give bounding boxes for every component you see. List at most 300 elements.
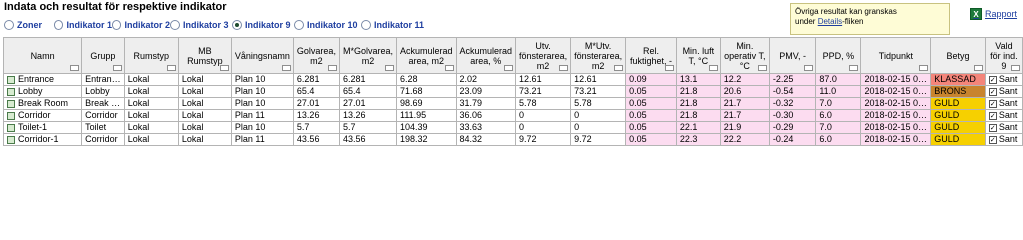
table-cell [861, 134, 931, 146]
table-cell [516, 122, 571, 134]
column-header[interactable] [82, 38, 125, 74]
table-cell [516, 98, 571, 110]
cell-value: -0.29 [772, 122, 794, 132]
table-cell [676, 110, 720, 122]
table-cell [769, 122, 815, 134]
cell-value: 22.2 [723, 134, 742, 144]
row-expand-icon[interactable] [7, 76, 15, 84]
table-cell [456, 110, 516, 122]
table-cell [4, 134, 82, 146]
row-expand-icon[interactable] [7, 100, 15, 108]
table-cell [571, 134, 626, 146]
table-cell [861, 122, 931, 134]
filter-icon[interactable] [709, 65, 718, 71]
radio-indikator-2[interactable] [112, 19, 170, 31]
cell-value: 2018-02-15 0… [864, 110, 928, 120]
table-cell [339, 122, 396, 134]
table-cell [4, 98, 82, 110]
indicator-radio-group [4, 19, 431, 31]
column-header[interactable] [816, 38, 861, 74]
table-cell [82, 74, 125, 86]
note-line-2-pre: under [795, 17, 818, 26]
cell-value: 0.05 [629, 86, 647, 96]
table-cell [293, 122, 339, 134]
table-cell [456, 74, 516, 86]
excel-icon: X [970, 8, 982, 20]
checkbox-icon[interactable]: ✓ [989, 76, 996, 84]
column-header[interactable] [231, 38, 293, 74]
cell-value: 21.8 [679, 110, 698, 120]
table-cell [769, 134, 815, 146]
table-cell [676, 74, 720, 86]
cell-value: 98.69 [399, 98, 423, 108]
filter-icon[interactable] [849, 65, 858, 71]
radio-button-icon[interactable] [294, 20, 304, 30]
column-header-label: MB Rumstyp [187, 45, 223, 66]
table-cell [178, 110, 231, 122]
table-cell [124, 98, 178, 110]
column-header[interactable] [396, 38, 456, 74]
table-cell [293, 98, 339, 110]
radio-button-icon[interactable] [112, 20, 121, 30]
table-cell [339, 74, 396, 86]
cell-value: -0.24 [772, 134, 794, 144]
table-cell [985, 98, 1022, 110]
cell-value: Lobby [85, 86, 110, 96]
cell-value: -2.25 [772, 74, 794, 84]
cell-value: 7.0 [819, 98, 832, 108]
radio-button-icon[interactable] [361, 20, 371, 30]
results-table [3, 37, 1023, 146]
cell-value: -0.32 [772, 98, 794, 108]
filter-icon[interactable] [559, 65, 568, 71]
column-header[interactable] [626, 38, 677, 74]
table-cell [769, 110, 815, 122]
table-cell [124, 86, 178, 98]
table-cell [861, 98, 931, 110]
filter-icon[interactable] [974, 65, 983, 71]
column-header-label: PMV, - [779, 50, 806, 61]
radio-label: Indikator 11 [374, 20, 425, 30]
column-header[interactable] [769, 38, 815, 74]
cell-value: Lokal [127, 86, 150, 96]
table-cell [720, 86, 769, 98]
cell-value: 198.32 [399, 134, 428, 144]
column-header-label: PPD, % [822, 50, 855, 61]
info-note [790, 3, 950, 35]
report-label: Rapport [985, 9, 1018, 19]
table-cell [396, 98, 456, 110]
cell-value: Lokal [127, 74, 150, 84]
cell-value: 13.26 [296, 110, 320, 120]
cell-value: 21.7 [723, 110, 742, 120]
column-header-label: Betyg [946, 50, 970, 61]
cell-value: 0 [519, 110, 525, 120]
column-header-label: M*Golvarea, m2 [342, 45, 393, 66]
radio-indikator-9[interactable] [232, 19, 294, 31]
table-cell [178, 74, 231, 86]
cell-value: 11.0 [819, 86, 837, 96]
table-cell [626, 98, 677, 110]
radio-label: Zoner [17, 20, 43, 30]
table-row[interactable] [4, 86, 1023, 98]
table-cell [231, 110, 293, 122]
table-cell [456, 98, 516, 110]
table-cell [720, 134, 769, 146]
table-cell [516, 86, 571, 98]
table-header-row [4, 38, 1023, 74]
table-cell [456, 122, 516, 134]
cell-value: 36.06 [459, 110, 483, 120]
table-cell [231, 74, 293, 86]
table-cell [861, 110, 931, 122]
filter-icon[interactable] [804, 65, 813, 71]
radio-indikator-11[interactable] [361, 19, 431, 31]
checkbox-icon[interactable]: ✓ [989, 100, 996, 108]
column-header[interactable] [516, 38, 571, 74]
cell-value: 65.4 [342, 86, 361, 96]
cell-value: 71.68 [399, 86, 423, 96]
cell-value: 9.72 [574, 134, 592, 144]
table-cell [396, 74, 456, 86]
cell-value: 73.21 [574, 86, 597, 96]
cell-value: 84.32 [459, 134, 483, 144]
cell-value: Lokal [181, 86, 204, 96]
cell-value: 31.79 [459, 98, 483, 108]
table-body [4, 74, 1023, 146]
column-header[interactable] [124, 38, 178, 74]
filter-icon[interactable] [385, 65, 394, 71]
table-cell [456, 86, 516, 98]
checkbox-icon[interactable]: ✓ [989, 136, 996, 144]
radio-label: Indikator 1 [66, 20, 112, 30]
cell-value: Lokal [127, 122, 150, 132]
cell-value: 12.2 [723, 74, 742, 84]
radio-indikator-3[interactable] [170, 19, 232, 31]
table-row[interactable] [4, 74, 1023, 86]
cell-value: 5.78 [519, 98, 537, 108]
table-cell [861, 86, 931, 98]
cell-value: GULD [934, 110, 960, 120]
column-header-label: Ackumulerad area, % [459, 45, 513, 66]
table-cell [931, 110, 986, 122]
column-header-label: M*Utv. fönsterarea, m2 [574, 40, 623, 71]
cell-value: 2018-02-15 0… [864, 134, 928, 144]
column-header-label: Min. operativ T, °C [724, 40, 766, 71]
table-cell [339, 86, 396, 98]
cell-value: Sant [998, 134, 1018, 144]
table-cell [676, 134, 720, 146]
table-cell [82, 134, 125, 146]
table-cell [293, 134, 339, 146]
cell-value: Lokal [127, 110, 150, 120]
cell-value: Corridor [85, 134, 118, 144]
cell-value: 21.8 [679, 86, 698, 96]
cell-value: Plan 10 [234, 98, 266, 108]
page-title: Indata och resultat för respektive indikator [4, 1, 227, 13]
table-cell [516, 110, 571, 122]
table-cell [82, 86, 125, 98]
table-cell [676, 122, 720, 134]
cell-value: 21.7 [723, 98, 742, 108]
radio-zoner[interactable] [4, 19, 54, 31]
cell-value: 43.56 [342, 134, 366, 144]
table-cell [396, 110, 456, 122]
cell-value: 27.01 [342, 98, 366, 108]
table-cell [178, 86, 231, 98]
cell-value: 0 [519, 122, 525, 132]
column-header[interactable] [4, 38, 82, 74]
radio-button-icon[interactable] [4, 20, 14, 30]
radio-button-icon[interactable] [54, 20, 63, 30]
cell-value: Plan 10 [234, 74, 266, 84]
cell-value: -0.54 [772, 86, 794, 96]
column-header[interactable] [720, 38, 769, 74]
filter-icon[interactable] [282, 65, 291, 71]
cell-value: Toilet-1 [18, 122, 48, 132]
table-cell [571, 74, 626, 86]
cell-value: Break Room [18, 98, 69, 108]
cell-value: Corridor [18, 110, 51, 120]
cell-value: GULD [934, 122, 960, 132]
table-cell [4, 122, 82, 134]
cell-value: 5.7 [342, 122, 356, 132]
table-cell [516, 134, 571, 146]
column-header[interactable] [571, 38, 626, 74]
cell-value: 6.281 [296, 74, 320, 84]
note-line-2-post: -fliken [842, 17, 864, 26]
cell-value: -0.30 [772, 110, 794, 120]
radio-label: Indikator 10 [307, 20, 358, 30]
filter-icon[interactable] [113, 65, 122, 71]
row-expand-icon[interactable] [7, 136, 15, 144]
cell-value: Lokal [181, 98, 204, 108]
cell-value: 7.0 [819, 122, 832, 132]
cell-value: 2018-02-15 0… [864, 74, 928, 84]
cell-value: 5.7 [296, 122, 310, 132]
table-cell [720, 98, 769, 110]
table-cell [676, 98, 720, 110]
row-expand-icon[interactable] [7, 112, 15, 120]
table-cell [816, 122, 861, 134]
cell-value: 21.8 [679, 98, 698, 108]
filter-icon[interactable] [504, 65, 513, 71]
cell-value: Plan 10 [234, 122, 266, 132]
table-cell [861, 74, 931, 86]
radio-label: Indikator 9 [245, 20, 291, 30]
note-line-1: Övriga resultat kan granskas [795, 7, 897, 16]
cell-value: BRONS [934, 86, 967, 96]
table-cell [231, 134, 293, 146]
row-expand-icon[interactable] [7, 124, 15, 132]
cell-value: 87.0 [819, 74, 837, 84]
cell-value: 20.6 [723, 86, 742, 96]
cell-value: 12.61 [574, 74, 597, 84]
table-cell [931, 98, 986, 110]
column-header[interactable] [178, 38, 231, 74]
row-expand-icon[interactable] [7, 88, 15, 96]
cell-value: Corridor [85, 110, 118, 120]
table-cell [676, 86, 720, 98]
cell-value: 2018-02-15 0… [864, 98, 928, 108]
table-cell [396, 86, 456, 98]
table-cell [178, 98, 231, 110]
table-cell [124, 110, 178, 122]
checkbox-icon[interactable]: ✓ [989, 124, 996, 132]
table-cell [931, 134, 986, 146]
column-header[interactable] [985, 38, 1022, 74]
radio-label: Indikator 3 [183, 20, 229, 30]
cell-value: 13.1 [679, 74, 698, 84]
table-cell [626, 74, 677, 86]
cell-value: Break … [85, 98, 121, 108]
cell-value: 27.01 [296, 98, 320, 108]
cell-value: Lokal [181, 74, 204, 84]
column-header-label: Tidpunkt [878, 50, 913, 61]
table-cell [769, 86, 815, 98]
filter-icon[interactable] [758, 65, 767, 71]
table-row[interactable] [4, 134, 1023, 146]
checkbox-icon[interactable]: ✓ [989, 88, 996, 96]
cell-value: 65.4 [296, 86, 315, 96]
table-cell [293, 110, 339, 122]
filter-icon[interactable] [167, 65, 176, 71]
cell-value: Sant [998, 86, 1018, 96]
table-cell [571, 86, 626, 98]
radio-button-icon[interactable] [170, 20, 180, 30]
table-cell [396, 134, 456, 146]
table-cell [931, 122, 986, 134]
cell-value: 12.61 [519, 74, 542, 84]
column-header-label: Våningsnamn [234, 50, 290, 61]
filter-icon[interactable] [220, 65, 229, 71]
filter-icon[interactable] [1011, 65, 1020, 71]
cell-value: 33.63 [459, 122, 483, 132]
radio-indikator-10[interactable] [294, 19, 361, 31]
cell-value: KLASSAD [934, 74, 976, 84]
table-cell [4, 86, 82, 98]
cell-value: Plan 11 [234, 134, 265, 144]
table-cell [516, 74, 571, 86]
table-cell [456, 134, 516, 146]
filter-icon[interactable] [665, 65, 674, 71]
cell-value: Sant [998, 74, 1018, 84]
column-header[interactable] [456, 38, 516, 74]
table-cell [626, 110, 677, 122]
cell-value: Lokal [181, 110, 204, 120]
column-header[interactable] [861, 38, 931, 74]
column-header-label: Grupp [90, 50, 116, 61]
table-cell [985, 86, 1022, 98]
column-header-label: Golvarea, m2 [296, 45, 336, 66]
cell-value: Sant [998, 98, 1018, 108]
table-cell [231, 98, 293, 110]
table-cell [82, 110, 125, 122]
filter-icon[interactable] [445, 65, 454, 71]
cell-value: Entran… [85, 74, 121, 84]
cell-value: 104.39 [399, 122, 428, 132]
cell-value: 2.02 [459, 74, 478, 84]
table-cell [293, 86, 339, 98]
cell-value: 13.26 [342, 110, 366, 120]
radio-indikator-1[interactable] [54, 19, 112, 31]
table-cell [720, 122, 769, 134]
cell-value: Sant [998, 122, 1018, 132]
table-cell [985, 110, 1022, 122]
table-cell [339, 110, 396, 122]
cell-value: Lobby [18, 86, 43, 96]
details-link[interactable]: Details [817, 17, 843, 26]
table-cell [293, 74, 339, 86]
cell-value: Lokal [181, 134, 204, 144]
cell-value: 0.05 [629, 110, 647, 120]
cell-value: Lokal [127, 134, 150, 144]
column-header[interactable] [676, 38, 720, 74]
cell-value: 9.72 [519, 134, 537, 144]
column-header[interactable] [931, 38, 986, 74]
table-cell [571, 110, 626, 122]
column-header-label: Utv. fönsterarea, m2 [519, 40, 568, 71]
checkbox-icon[interactable]: ✓ [989, 112, 996, 120]
cell-value: 6.28 [399, 74, 418, 84]
cell-value: Corridor-1 [18, 134, 59, 144]
table-cell [626, 86, 677, 98]
table-cell [82, 122, 125, 134]
cell-value: Plan 10 [234, 86, 266, 96]
filter-icon[interactable] [328, 65, 337, 71]
column-header-label: Rumstyp [133, 50, 170, 61]
table-cell [626, 122, 677, 134]
table-row[interactable] [4, 98, 1023, 110]
column-header-label: Ackumulerad area, m2 [399, 45, 453, 66]
column-header-label: Namn [30, 50, 55, 61]
cell-value: 6.281 [342, 74, 366, 84]
table-cell [816, 98, 861, 110]
cell-value: Sant [998, 110, 1018, 120]
filter-icon[interactable] [70, 65, 79, 71]
table-row[interactable] [4, 122, 1023, 134]
cell-value: 0.05 [629, 134, 647, 144]
table-cell [178, 122, 231, 134]
column-header-label: Min. luft T, °C [682, 45, 715, 66]
table-cell [124, 134, 178, 146]
radio-label: Indikator 2 [124, 20, 170, 30]
cell-value: 22.3 [679, 134, 698, 144]
table-cell [4, 110, 82, 122]
table-cell [231, 86, 293, 98]
radio-button-icon[interactable] [232, 20, 242, 30]
cell-value: 0.09 [629, 74, 647, 84]
cell-value: Toilet [85, 122, 107, 132]
cell-value: 73.21 [519, 86, 542, 96]
cell-value: 21.9 [723, 122, 742, 132]
cell-value: 6.0 [819, 110, 832, 120]
table-cell [124, 74, 178, 86]
table-cell [571, 98, 626, 110]
table-cell [339, 98, 396, 110]
filter-icon[interactable] [614, 65, 623, 71]
cell-value: 111.95 [399, 110, 427, 120]
column-header[interactable] [293, 38, 339, 74]
table-cell [816, 74, 861, 86]
table-cell [396, 122, 456, 134]
column-header[interactable] [339, 38, 396, 74]
table-row[interactable] [4, 110, 1023, 122]
report-button[interactable] [970, 8, 1017, 20]
cell-value: Lokal [181, 122, 204, 132]
cell-value: 0.05 [629, 98, 647, 108]
filter-icon[interactable] [919, 65, 928, 71]
